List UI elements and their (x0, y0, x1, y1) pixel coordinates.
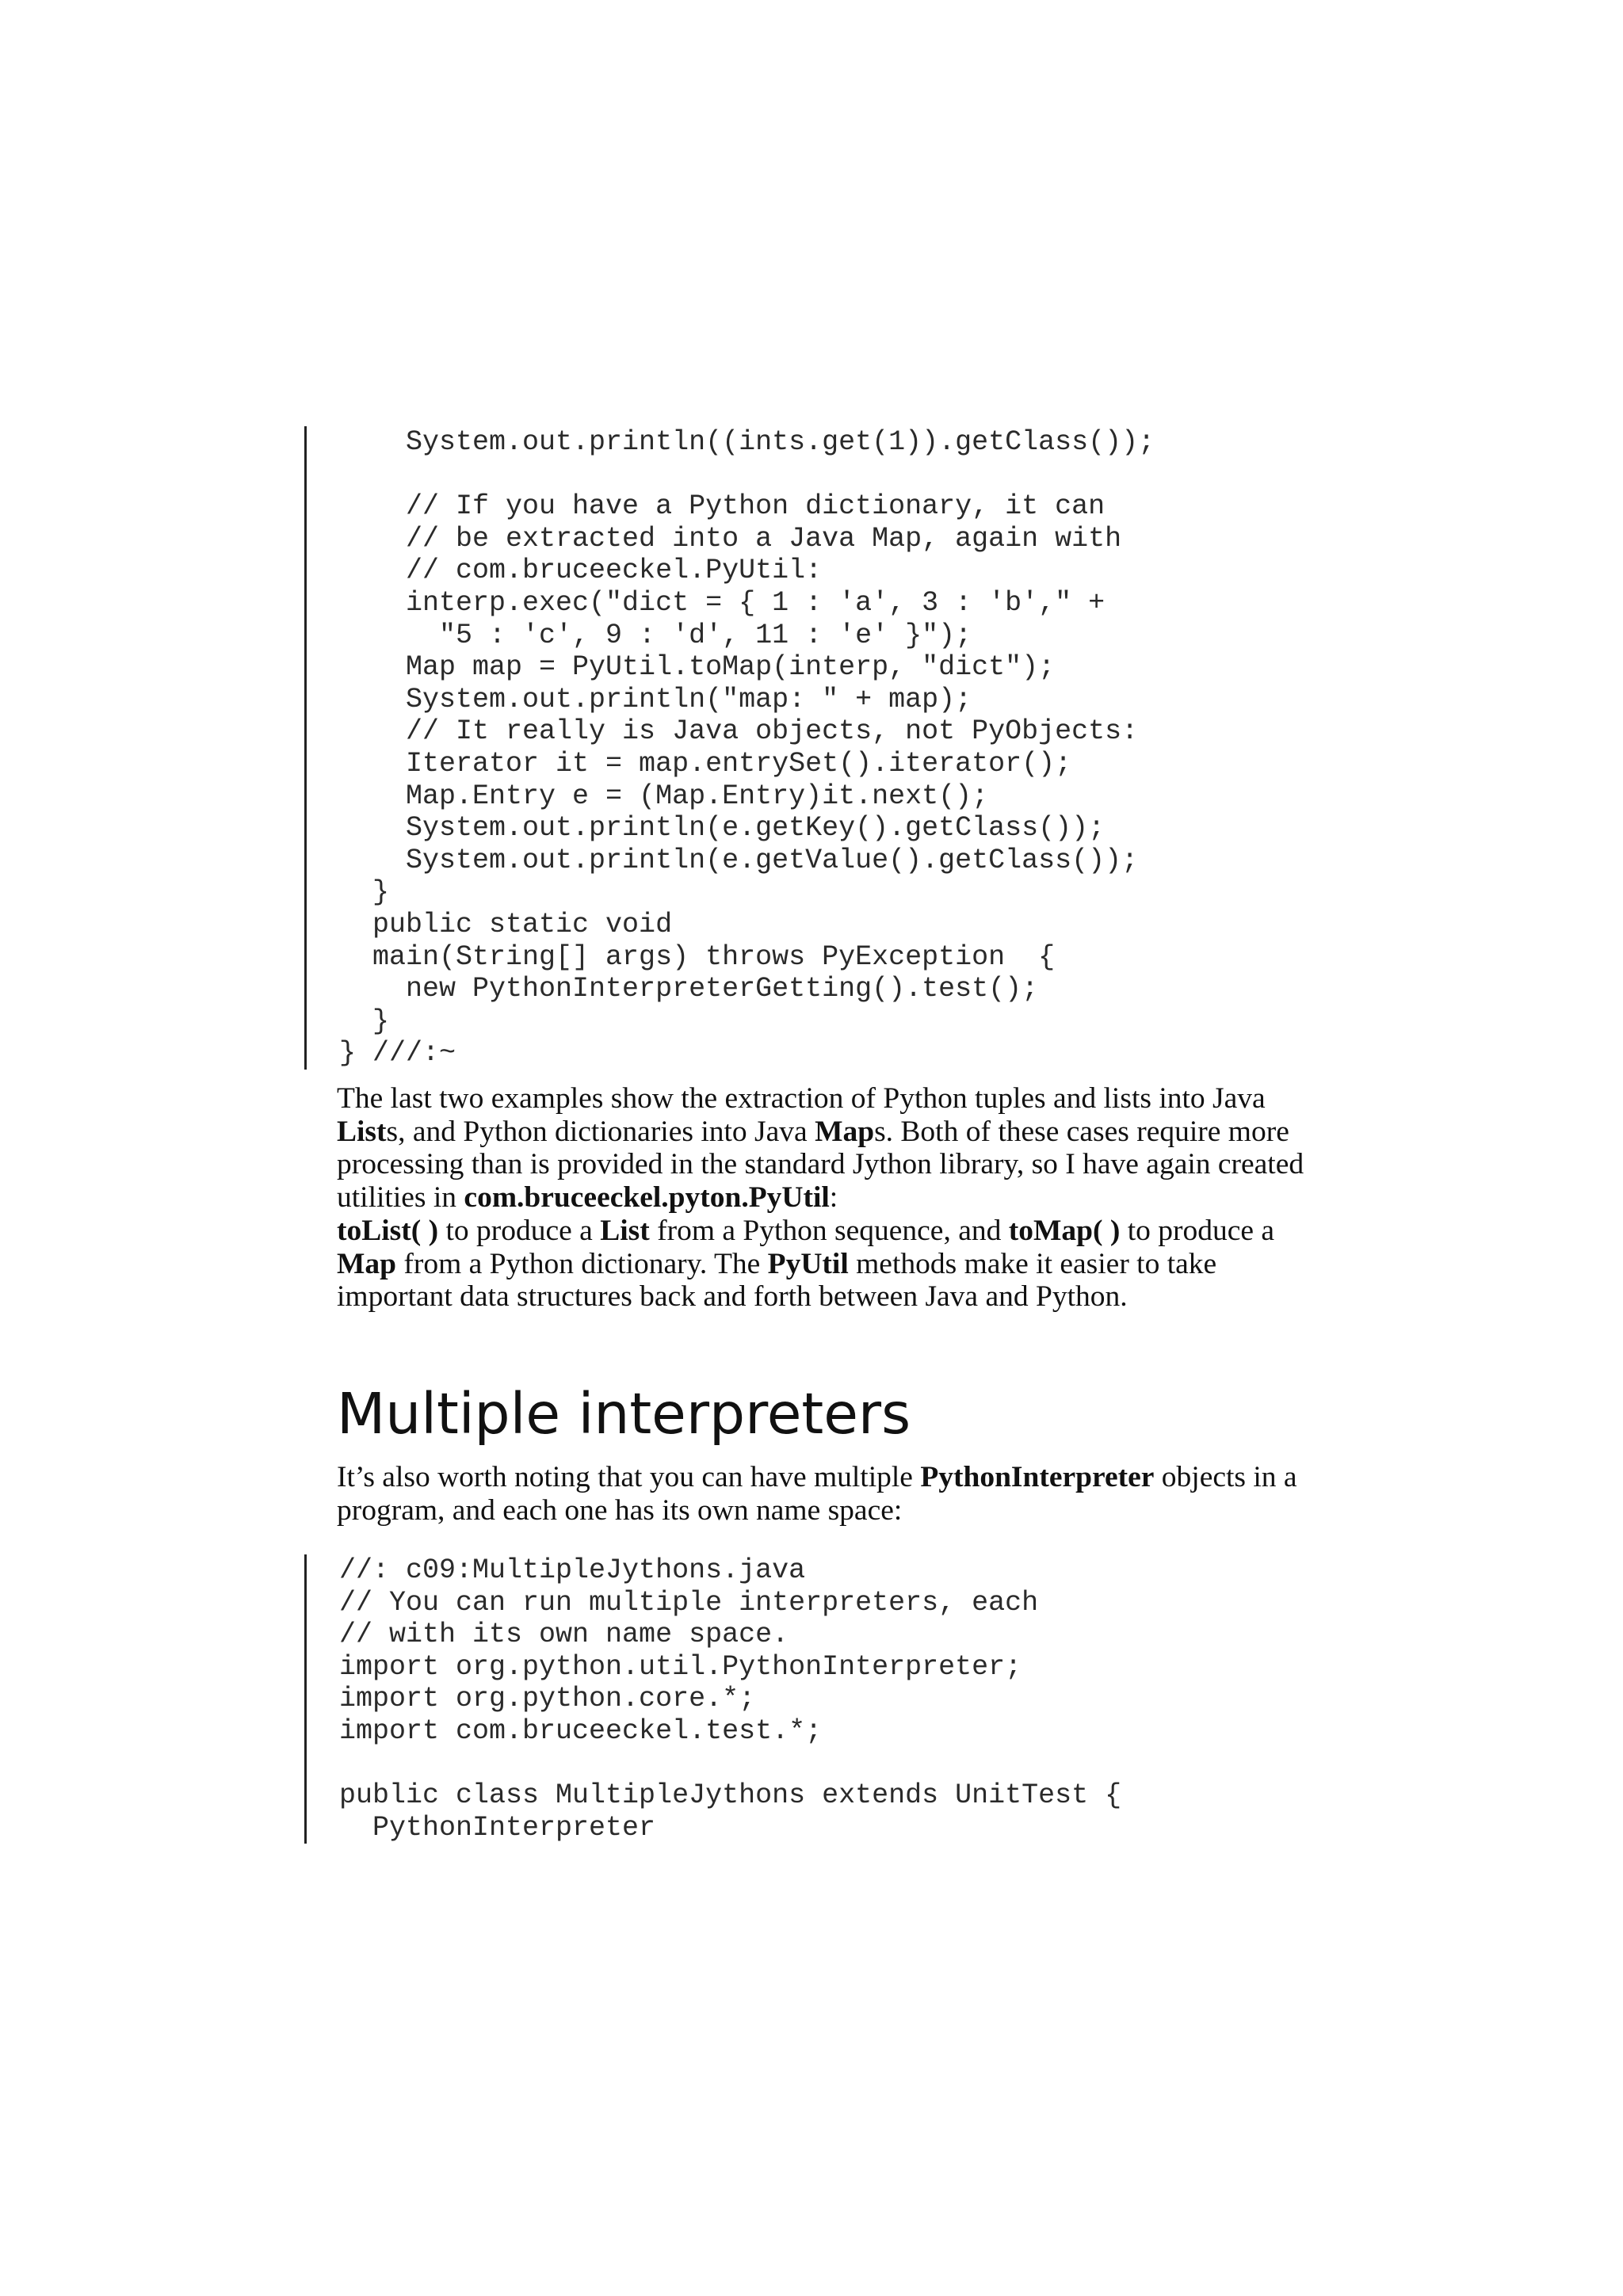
text-run: from a Python sequence, and (649, 1214, 1009, 1247)
body-paragraph-1 (337, 1082, 1312, 1314)
code-listing-2 (304, 1554, 1121, 1844)
code-line (307, 459, 1155, 491)
text-run: s. Both of these cases require more processing than is provided in the standard Jython library, so I have again created utilities in (337, 1115, 1304, 1215)
code-line: } (339, 1005, 390, 1037)
code-listing-1 (304, 426, 1155, 1070)
body-paragraph-2 (337, 1461, 1312, 1527)
bold-term: Map (337, 1247, 396, 1280)
bold-term: List (600, 1214, 650, 1247)
code-line: // com.bruceeckel.PyUtil: (339, 555, 823, 587)
code-line: // You can run multiple interpreters, each (339, 1586, 1039, 1619)
code-line: import org.python.core.*; (339, 1683, 756, 1715)
text-run: to produce a (1120, 1214, 1275, 1247)
code-line: //: c09:MultipleJythons.java (339, 1554, 806, 1586)
code-line: new PythonInterpreterGetting().test(); (339, 973, 1039, 1005)
code-line: public static void (339, 908, 673, 940)
code-line: // with its own name space. (339, 1619, 789, 1651)
code-line: System.out.println(e.getValue().getClass()); (339, 844, 1139, 876)
code-line: public class MultipleJythons extends UnitTest { (339, 1779, 1122, 1812)
text-run: It’s also worth noting that you can have multiple (337, 1461, 921, 1493)
code-line: System.out.println("map: " + map); (339, 683, 972, 715)
code-line: import org.python.util.PythonInterpreter; (339, 1650, 1022, 1683)
code-line: import com.bruceeckel.test.*; (339, 1714, 823, 1747)
bold-term: toMap( ) (1008, 1214, 1121, 1247)
code-line: "5 : 'c', 9 : 'd', 11 : 'e' }"); (339, 619, 972, 651)
code-line: Map map = PyUtil.toMap(interp, "dict"); (339, 651, 1056, 684)
code-line: Iterator it = map.entrySet().iterator(); (339, 747, 1072, 780)
code-line: // If you have a Python dictionary, it can (339, 490, 1106, 523)
text-run: objects in a program, and each one has its own name space: (337, 1461, 1297, 1527)
text-run: from a Python dictionary. The (396, 1247, 768, 1280)
code-line: // It really is Java objects, not PyObjects: (339, 715, 1139, 748)
code-line: System.out.println(e.getKey().getClass()); (339, 812, 1106, 845)
bold-term: PyUtil (767, 1247, 849, 1280)
section-heading: Multiple interpreters (337, 1381, 911, 1447)
bold-term: com.bruceeckel.pyton.PyUtil (464, 1181, 830, 1215)
text-run: : (829, 1181, 838, 1215)
text-run: The last two examples show the extraction of Python tuples and lists into Java (337, 1082, 1266, 1115)
code-line (307, 1748, 1121, 1780)
code-line: main(String[] args) throws PyException { (339, 940, 1056, 973)
code-line: System.out.println((ints.get(1)).getClass()); (339, 426, 1155, 458)
bold-term: Map (815, 1115, 875, 1148)
code-line: interp.exec("dict = { 1 : 'a', 3 : 'b'," + (339, 586, 1106, 619)
code-line: } ///:~ (339, 1037, 456, 1070)
bold-term: List (337, 1115, 387, 1148)
bold-term: toList( ) (337, 1214, 439, 1247)
text-run: s, and Python dictionaries into Java (386, 1115, 815, 1148)
bold-term: PythonInterpreter (920, 1461, 1155, 1493)
code-line: Map.Entry e = (Map.Entry)it.next(); (339, 780, 989, 812)
code-line: // be extracted into a Java Map, again with (339, 522, 1122, 555)
code-line: } (339, 876, 390, 909)
code-line: PythonInterpreter (339, 1811, 656, 1844)
text-run: to produce a (438, 1214, 601, 1247)
text-run: methods make it easier to take important data structures back and forth between Java and Python. (337, 1247, 1217, 1314)
